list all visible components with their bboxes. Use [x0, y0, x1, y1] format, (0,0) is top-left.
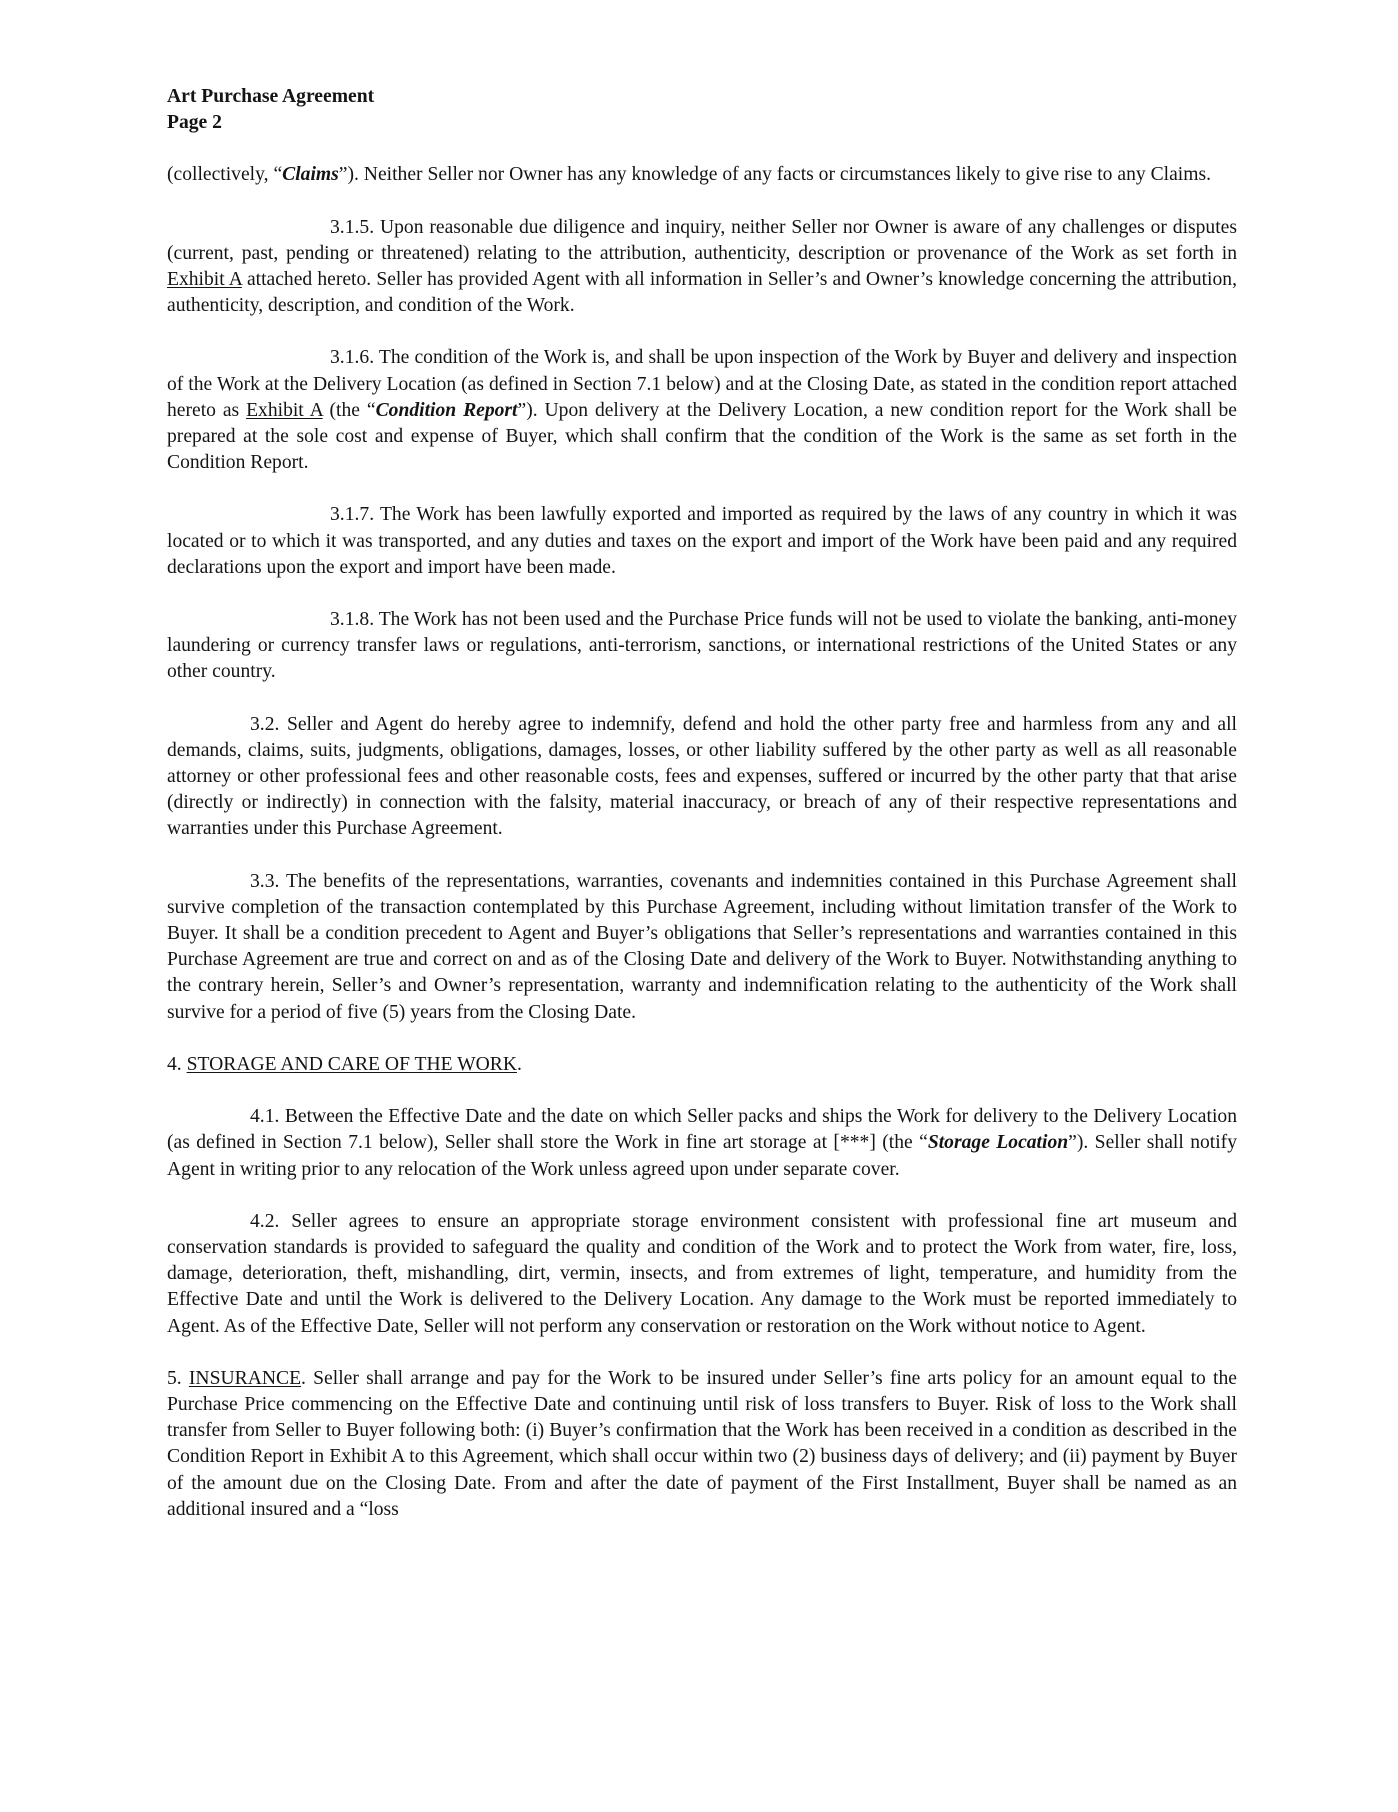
section-5-insurance [167, 1366, 1237, 1523]
section-3-2: 3.2. Seller and Agent do hereby agree to indemnify, defend and hold the other party free and harmless from any and all demands, claims, suits, judgments, obligations, damages, losses, or other liability suffered by the other party as well as all reasonable attorney or other professional fees and other reasonable costs, fees and expenses, suffered or incurred by the other party that that arise (directly or indirectly) in connection with the falsity, material inaccuracy, or breach of any of their respective representations and warranties under this Purchase Agreement. [167, 713, 1237, 840]
text-run: . [517, 1053, 522, 1075]
section-3-1-7: 3.1.7. The Work has been lawfully exported and imported as required by the laws of any country in which it was located or to which it was transported, and any duties and taxes on the export and import of the Work have been paid and any required declarations upon the export and import have been made. [167, 504, 1237, 578]
section-4-1 [167, 1104, 1237, 1183]
text-run: ”). Seller shall notify Agent in writing prior to any relocation of the Work unless agreed upon under separate cover. [167, 1132, 1238, 1180]
page-header [167, 84, 1237, 136]
text-run: ”). Neither Seller nor Owner has any knowledge of any facts or circumstances likely to give rise to any Claims. [338, 164, 1211, 186]
text-run: attached hereto. Seller has provided Agent with all information in Seller’s and Owner’s knowledge concerning the attribution, authenticity, description, and condition of the Work. [167, 269, 1237, 317]
text-run: 3.1.5. Upon reasonable due diligence and inquiry, neither Seller nor Owner is aware of any challenges or disputes (current, past, pending or threatened) relating to the attribution, authenticity, description or provenance of the Work as set forth in [167, 216, 1237, 264]
section-title: STORAGE AND CARE OF THE WORK [186, 1053, 517, 1075]
text-run: (the “ [322, 399, 376, 421]
document-title: Art Purchase Agreement [167, 86, 375, 107]
section-3-1-6 [167, 345, 1237, 476]
text-run: 3.1.6. The condition of the Work is, and shall be upon inspection of the Work by Buyer and delivery and inspection of the Work at the Delivery Location (as defined in Section 7.1 below) and at the Closing Date, as stated in the condition report attached hereto as [167, 347, 1237, 421]
section-title: INSURANCE [188, 1367, 302, 1389]
section-3-3: 3.3. The benefits of the representations, warranties, covenants and indemnities contained in this Purchase Agreement shall survive completion of the transaction contemplated by this Purchase Agreement, including without limitation transfer of the Work to Buyer. It shall be a condition precedent to Agent and Buyer’s obligations that Seller’s representations and warranties contained in this Purchase Agreement are true and correct on and as of the Closing Date and delivery of the Work to Buyer. Notwithstanding anything to the contrary herein, Seller’s and Owner’s representation, warranty and indemnification relating to the authenticity of the Work shall survive for a period of five (5) years from the Closing Date. [167, 870, 1237, 1023]
section-number: 4. [167, 1053, 187, 1075]
section-3-1-8: 3.1.8. The Work has not been used and the Purchase Price funds will not be used to violate the banking, anti-money laundering or currency transfer laws or regulations, anti-terrorism, sanctions, or international restrictions of the United States or any other country. [167, 609, 1237, 683]
text-run: 4.1. Between the Effective Date and the date on which Seller packs and ships the Work for delivery to the Delivery Location (as defined in Section 7.1 below), Seller shall store the Work in fine art storage at [***] (the “ [167, 1106, 1237, 1154]
section-4-heading [167, 1052, 1237, 1078]
exhibit-a-reference: Exhibit A [246, 399, 323, 421]
section-4-2: 4.2. Seller agrees to ensure an appropriate storage environment consistent with professional fine art museum and conservation standards is provided to safeguard the quality and condition of the Work and to protect the Work from water, fire, loss, damage, deterioration, theft, mishandling, dirt, vermin, insects, and from extremes of light, temperature, and humidity from the Effective Date and until the Work is delivered to the Delivery Location. Any damage to the Work must be reported immediately to Agent. As of the Effective Date, Seller will not perform any conservation or restoration on the Work without notice to Agent. [167, 1210, 1237, 1337]
text-run: . Seller shall arrange and pay for the Work to be insured under Seller’s fine arts policy for an amount equal to the Purchase Price commencing on the Effective Date and continuing until risk of loss transfers to Buyer. Risk of loss to the Work shall transfer from Seller to Buyer following both: (i) Buyer’s confirmation that the Work has been received in a condition as described in the Condition Report in Exhibit A to this Agreement, which shall occur within two (2) business days of delivery; and (ii) payment by Buyer of the amount due on the Closing Date. From and after the date of payment of the First Installment, Buyer shall be named as an additional insured and a “loss [167, 1367, 1237, 1520]
section-3-1-5 [167, 215, 1237, 320]
section-number: 5. [167, 1367, 189, 1389]
defined-term-storage-location: Storage Location [927, 1132, 1069, 1154]
exhibit-a-reference: Exhibit A [167, 269, 242, 291]
page-number: Page 2 [167, 112, 222, 134]
text-run: (collectively, “ [167, 164, 283, 186]
document-page [167, 84, 1237, 1549]
defined-term-claims: Claims [282, 164, 339, 186]
defined-term-condition-report: Condition Report [375, 399, 518, 421]
text-run: ”). Upon delivery at the Delivery Location, a new condition report for the Work shall be prepared at the sole cost and expense of Buyer, which shall confirm that the condition of the Work is the same as set forth in the Condition Report. [167, 399, 1237, 474]
paragraph-claims-continuation [167, 162, 1237, 188]
